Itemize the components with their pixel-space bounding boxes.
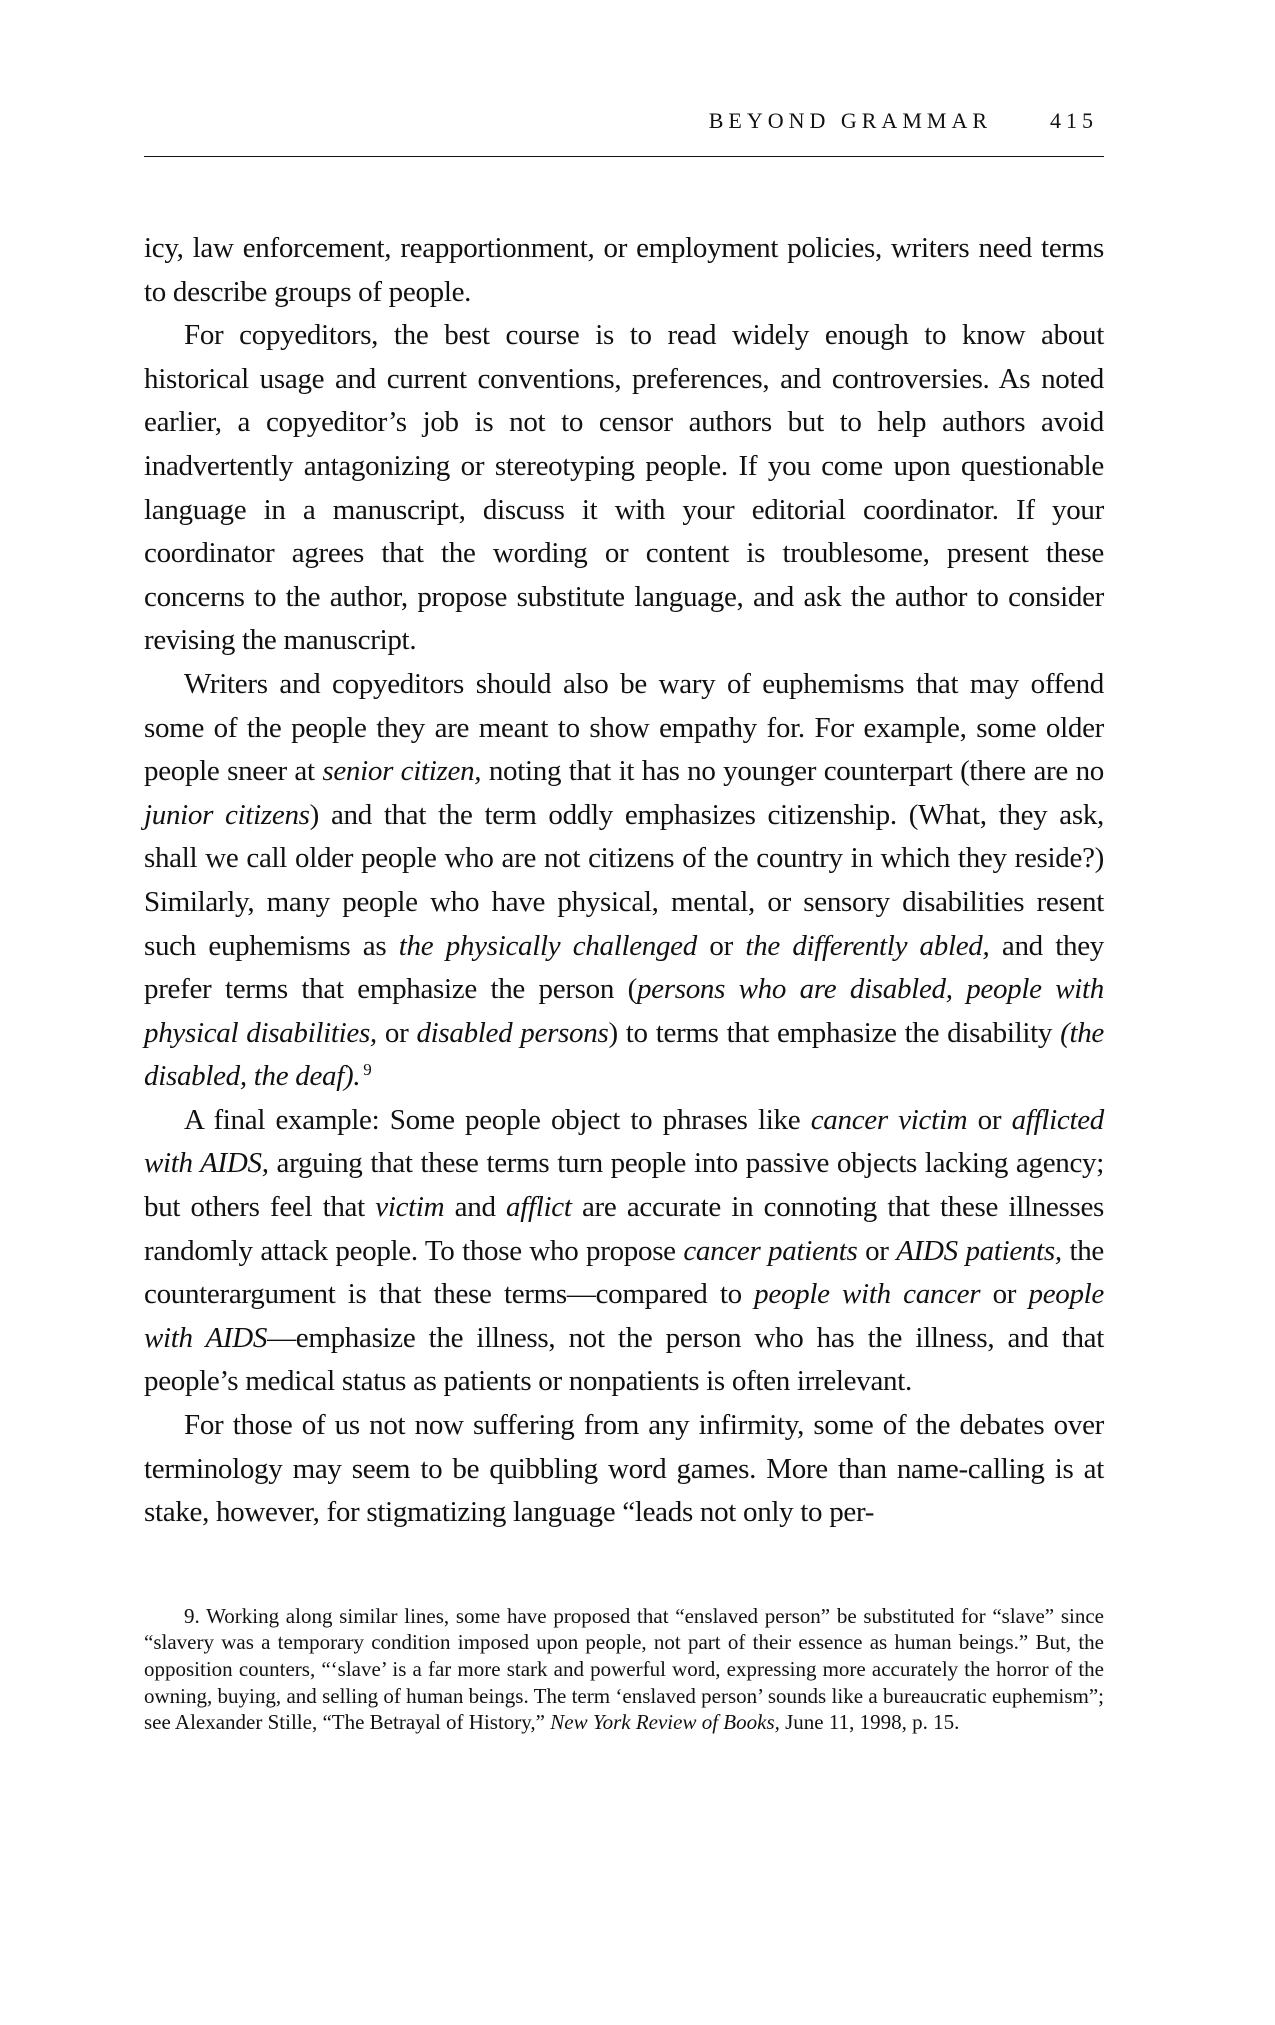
p4-italic-term: victim [375, 1191, 445, 1224]
paragraph-1: icy, law enforcement, reapportionment, or employment policies, writers need terms to describe groups of people. [144, 232, 1104, 308]
p4-italic-term: afflict [506, 1191, 572, 1224]
p4-text: and [444, 1191, 507, 1224]
header-rule [144, 156, 1104, 157]
p4-italic-term: people with AIDS [144, 1278, 1105, 1354]
p4-text: —emphasize the illness, not the person who has the illness, and that people’s medical status as patients or nonpatients is often irrelevant. [144, 1321, 1104, 1398]
p3-italic-term: the physically challenged [398, 929, 697, 962]
p3-text: ) to terms that emphasize the disability [608, 1016, 1061, 1049]
p4-text: or [857, 1234, 897, 1267]
p4-text: the counterargument is that these terms—compared to [144, 1234, 1104, 1311]
p3-text: or [376, 1016, 417, 1049]
p3-italic-term: persons who are disabled, people with physical disabilities, [144, 973, 1104, 1049]
footnote-italic-title: New York Review of Books, [550, 1710, 780, 1735]
p4-text: or [967, 1103, 1012, 1136]
p3-text: or [696, 929, 746, 962]
p4-italic-term: people with cancer [754, 1278, 981, 1311]
p3-italic-term: senior citizen, [322, 755, 482, 788]
paragraph-2: For copyeditors, the best course is to read widely enough to know about historical usage and current conventions, preferences, and controversies. As noted earlier, a copyeditor’s job is not to censor authors but to help authors avoid inadvertently antagonizing or stereotyping people. If you come upon questionable language in a manuscript, discuss it with your editorial coordinator. If your coordinator agrees that the wording or content is troublesome, present these concerns to the author, propose substitute language, and ask the author to consider revising the manuscript. [144, 319, 1104, 657]
p4-italic-term: cancer victim [810, 1103, 968, 1136]
p4-italic-term: cancer patients [683, 1234, 858, 1267]
p4-text: A final example: Some people object to phrases like [184, 1103, 811, 1136]
p3-italic-term: junior citizens [144, 798, 310, 831]
p4-text: are accurate in connoting that these illnesses randomly attack people. To those who propose [144, 1191, 1105, 1267]
p4-text: or [980, 1278, 1029, 1311]
footnote-reference: 9 [363, 1060, 372, 1080]
p3-text: noting that it has no younger counterpart (there are no [481, 755, 1105, 788]
paragraph-3 [144, 663, 1104, 1099]
footnote-text: 9. Working along similar lines, some have proposed that “enslaved person” be substituted for “slave” since “slavery was a temporary condition imposed upon people, not part of their essence as human beings.” But, the opposition counters, “‘slave’ is a far more stark and powerful word, expressing more accurately the horror of the owning, buying, and selling of human beings. The term ‘enslaved person’ sounds like a bureaucratic euphemism”; see Alexander Stille, “The Betrayal of History,” [144, 1603, 1104, 1735]
p3-italic-term: (the disabled, the deaf). [144, 1016, 1104, 1093]
p4-italic-term: afflicted with AIDS, [144, 1103, 1104, 1180]
p3-text: Writers and copyeditors should also be wary of euphemisms that may offend some of the people they are meant to show empathy for. For example, some older people sneer at [144, 667, 1104, 788]
running-head-title: BEYOND GRAMMAR [708, 108, 992, 133]
book-page [144, 108, 1104, 1736]
footnote-9 [144, 1603, 1104, 1736]
footnote-text: June 11, 1998, p. 15. [779, 1710, 960, 1735]
paragraph-4 [144, 1099, 1104, 1404]
page-number: 415 [1050, 108, 1098, 133]
body-text [144, 227, 1104, 1535]
p3-italic-term: disabled persons [416, 1016, 609, 1049]
p4-italic-term: AIDS patients, [896, 1234, 1062, 1267]
p3-italic-term: the differently abled, [745, 929, 990, 962]
p3-text: ) and that the term oddly emphasizes citizenship. (What, they ask, shall we call older people who are not citizens of the country in which they reside?) Similarly, many people who have physical, mental, or sensory disabilities resent such euphemisms as [144, 798, 1104, 962]
footnotes [144, 1603, 1104, 1736]
running-head [144, 108, 1104, 148]
p4-text: arguing that these terms turn people into passive objects lacking agency; but others feel that [144, 1147, 1104, 1224]
paragraph-5: For those of us not now suffering from any infirmity, some of the debates over terminology may seem to be quibbling word games. More than name-calling is at stake, however, for stigmatizing language “leads not only to per- [144, 1409, 1104, 1529]
p3-text: and they prefer terms that emphasize the person ( [144, 929, 1104, 1006]
